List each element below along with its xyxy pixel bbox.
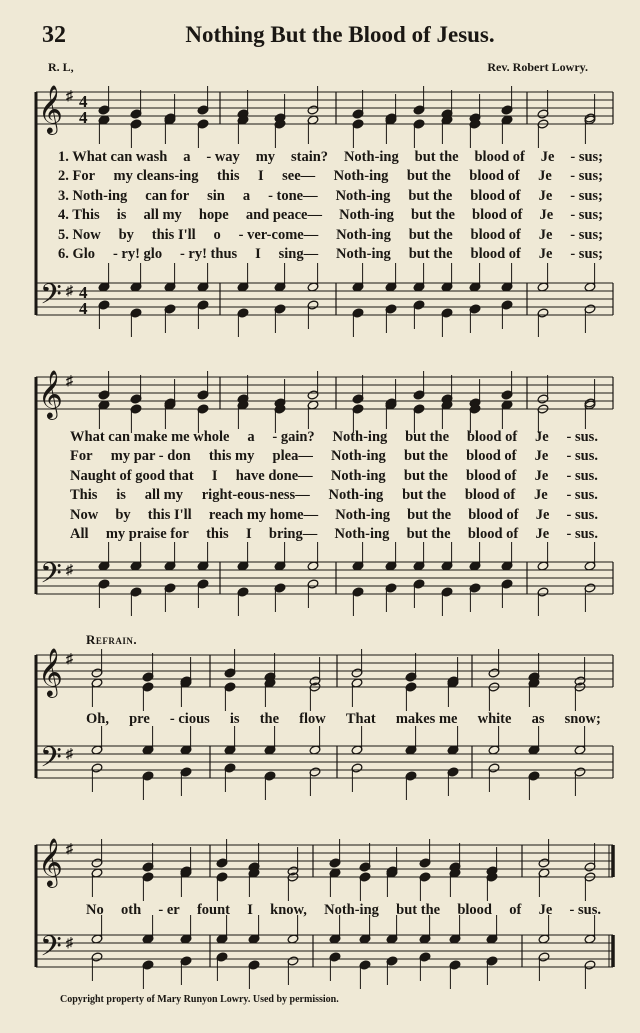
hymn-number: 32: [42, 22, 66, 48]
lyric-syllable: Je: [540, 149, 555, 165]
lyric-syllable: but the: [408, 187, 453, 204]
lyric-syllable: Je: [535, 506, 550, 523]
verse-line: [58, 187, 603, 206]
lyric-syllable: - sus;: [570, 187, 603, 204]
lyric-syllable: a: [247, 429, 255, 445]
lyric-syllable: hope: [198, 207, 229, 224]
lyric-syllable: Noth-ing: [336, 226, 391, 243]
lyric-syllable: blood of: [464, 487, 516, 504]
lyric-syllable: blood of: [468, 506, 519, 523]
lyric-syllable: - sus.: [566, 448, 598, 465]
lyric-syllable: bring—: [268, 526, 318, 543]
lyric-syllable: my cleans-ing: [113, 168, 199, 185]
lyric-syllable: 6. Glo: [58, 246, 96, 263]
verses-part-1: [58, 148, 603, 264]
sharp-sign: ♯: [66, 747, 73, 762]
lyric-syllable: blood of: [466, 448, 517, 465]
lyric-syllable: I: [255, 246, 261, 263]
lyric-syllable: sing—: [278, 246, 319, 263]
lyric-syllable: Noth-ing: [335, 506, 391, 523]
bass-clef: 𝄢: [40, 278, 62, 318]
lyric-syllable: No: [86, 902, 104, 918]
lyric-syllable: I: [211, 467, 218, 484]
lyric-syllable: Je: [534, 448, 549, 465]
lyric-syllable: Oh,: [86, 711, 109, 727]
lyric-syllable: Noth-ing: [328, 487, 384, 504]
lyric-syllable: this I'll: [151, 226, 196, 243]
lyric-syllable: - sus;: [570, 207, 603, 224]
lyric-syllable: but the: [396, 902, 441, 918]
lyric-syllable: - sus;: [570, 246, 603, 263]
lyric-syllable: This: [70, 487, 98, 504]
lyric-syllable: a: [183, 149, 191, 165]
lyric-syllable: fount: [196, 902, 231, 918]
sharp-sign: ♯: [66, 563, 73, 578]
lyricist-credit: R. L,: [48, 60, 74, 74]
lyric-syllable: - sus.: [566, 467, 598, 484]
lyric-syllable: but the: [408, 226, 453, 243]
lyric-syllable: is: [116, 487, 126, 504]
lyric-syllable: I: [245, 526, 252, 543]
lyric-syllable: but the: [411, 207, 455, 224]
lyric-syllable: - sus;: [570, 226, 603, 243]
verse-line: [58, 167, 603, 186]
time-signature: 4: [79, 92, 88, 111]
treble-clef: 𝄞: [38, 647, 63, 696]
lyric-syllable: see—: [282, 168, 316, 185]
lyric-syllable: - sus.: [566, 487, 598, 504]
lyric-syllable: as: [531, 711, 545, 727]
lyric-syllable: my praise for: [105, 526, 189, 543]
lyric-syllable: Naught of good that: [70, 467, 194, 484]
treble-clef: 𝄞: [38, 837, 63, 886]
lyric-syllable: Je: [538, 226, 553, 243]
lyric-syllable: - sus;: [570, 168, 603, 185]
lyric-syllable: blood of: [470, 226, 521, 243]
lyric-syllable: Noth-ing: [336, 246, 391, 263]
lyric-syllable: 1. What can wash: [58, 149, 168, 165]
lyric-syllable: my: [255, 149, 276, 165]
lyric-syllable: - sus.: [566, 506, 598, 523]
lyric-syllable: stain?: [290, 149, 329, 165]
lyric-syllable: is: [116, 207, 127, 224]
lyric-syllable: - ry! thus: [179, 246, 238, 263]
bass-clef: 𝄢: [40, 930, 62, 970]
lyric-syllable: I: [247, 902, 253, 918]
refrain-line-2: [86, 902, 601, 919]
time-signature: 4: [79, 108, 88, 127]
sharp-sign: ♯: [66, 652, 73, 667]
lyric-syllable: Je: [535, 429, 549, 445]
lyric-syllable: - way: [206, 149, 240, 165]
lyric-syllable: Je: [538, 902, 553, 918]
lyric-syllable: this I'll: [147, 506, 192, 523]
hymn-title: Nothing But the Blood of Jesus.: [185, 22, 495, 47]
treble-clef: 𝄞: [38, 369, 63, 418]
lyric-syllable: blood of: [470, 246, 521, 263]
verse-line: [70, 525, 598, 544]
lyric-syllable: white: [477, 711, 512, 727]
sharp-sign: ♯: [66, 842, 73, 857]
lyric-syllable: blood of: [467, 526, 519, 543]
bass-clef: 𝄢: [40, 557, 62, 597]
copyright-notice: Copyright property of Mary Runyon Lowry. Used by permission.: [60, 994, 339, 1005]
lyric-syllable: - sus.: [566, 526, 598, 543]
lyric-syllable: Noth-ing: [324, 902, 379, 918]
lyric-syllable: Je: [533, 487, 548, 504]
sharp-sign: ♯: [66, 89, 73, 104]
lyric-syllable: Noth-ing: [330, 467, 386, 484]
lyric-syllable: reach my home—: [208, 506, 319, 523]
time-signature: 4: [79, 283, 88, 302]
lyric-syllable: - sus.: [569, 902, 601, 918]
lyric-syllable: That: [345, 711, 376, 727]
lyric-syllable: Noth-ing: [331, 448, 386, 465]
verse-line: [58, 226, 603, 245]
lyric-syllable: and peace—: [245, 207, 322, 224]
lyric-syllable: Noth-ing: [343, 149, 399, 165]
lyric-syllable: Je: [538, 246, 553, 263]
verses-part-2: [70, 428, 598, 544]
lyric-syllable: is: [229, 711, 240, 727]
lyric-syllable: All: [70, 526, 89, 543]
composer-credit: Rev. Robert Lowry.: [487, 60, 588, 74]
lyric-syllable: 2. For: [58, 168, 96, 185]
lyric-syllable: Now: [70, 506, 99, 523]
lyric-syllable: Noth-ing: [335, 187, 391, 204]
lyric-syllable: blood of: [474, 149, 525, 165]
lyric-syllable: this: [206, 526, 229, 543]
lyric-syllable: 3. Noth-ing: [58, 187, 128, 204]
verse-line: [70, 428, 598, 447]
lyric-syllable: - sus;: [570, 149, 603, 165]
lyric-syllable: this my: [208, 448, 255, 465]
sharp-sign: ♯: [66, 936, 73, 951]
lyric-syllable: but the: [402, 487, 447, 504]
lyric-syllable: - tone—: [268, 187, 318, 204]
lyric-syllable: 5. Now: [58, 226, 101, 243]
lyric-syllable: pre: [129, 711, 150, 727]
lyric-syllable: Je: [538, 187, 553, 204]
lyric-syllable: but the: [407, 506, 452, 523]
lyric-syllable: the: [259, 711, 280, 727]
lyric-syllable: know,: [270, 902, 307, 918]
lyric-syllable: all my: [144, 487, 183, 504]
verse-line: [70, 486, 598, 505]
lyric-syllable: 4. This: [58, 207, 100, 224]
lyric-syllable: Noth-ing: [334, 526, 390, 543]
lyric-syllable: all my: [143, 207, 182, 224]
lyric-syllable: oth: [120, 902, 142, 918]
verse-line: [70, 506, 598, 525]
lyric-syllable: Noth-ing: [332, 429, 388, 445]
lyric-syllable: but the: [406, 526, 451, 543]
lyric-syllable: can for: [145, 187, 190, 204]
verse-line: [58, 148, 603, 167]
lyric-syllable: but the: [406, 168, 451, 185]
lyric-syllable: sin: [207, 187, 225, 204]
lyric-syllable: - cious: [169, 711, 210, 727]
lyric-syllable: of: [509, 902, 522, 918]
lyric-syllable: blood of: [466, 467, 517, 484]
lyric-syllable: but the: [405, 429, 450, 445]
refrain-label: Refrain.: [86, 632, 138, 647]
lyric-syllable: - ver-come—: [238, 226, 319, 243]
lyric-syllable: makes me: [395, 711, 458, 727]
lyric-syllable: blood: [457, 902, 492, 918]
verse-line: [70, 447, 598, 466]
lyric-syllable: blood of: [472, 207, 523, 224]
lyric-syllable: blood of: [466, 429, 518, 445]
lyric-syllable: this: [216, 168, 240, 185]
treble-clef: 𝄞: [38, 84, 63, 133]
lyric-syllable: Je: [535, 526, 550, 543]
lyric-syllable: What can make me whole: [70, 429, 230, 445]
lyric-syllable: but the: [403, 467, 448, 484]
lyric-syllable: but the: [404, 448, 448, 465]
verse-line: [58, 206, 603, 225]
lyric-syllable: right-eous-ness—: [201, 487, 310, 504]
lyric-syllable: a: [242, 187, 251, 204]
lyric-syllable: - ry! glo: [112, 246, 163, 263]
sharp-sign: ♯: [66, 284, 73, 299]
lyric-syllable: blood of: [470, 187, 521, 204]
lyric-syllable: plea—: [272, 448, 313, 465]
lyric-syllable: snow;: [564, 711, 601, 727]
lyric-syllable: Noth-ing: [339, 207, 394, 224]
lyric-syllable: by: [118, 226, 134, 243]
lyric-syllable: - er: [158, 902, 180, 918]
lyric-syllable: Noth-ing: [333, 168, 389, 185]
lyric-syllable: my par - don: [110, 448, 191, 465]
lyric-syllable: by: [115, 506, 131, 523]
verse-line: [58, 245, 603, 264]
lyric-syllable: have done—: [235, 467, 313, 484]
lyric-syllable: - sus.: [566, 429, 598, 445]
time-signature: 4: [79, 299, 88, 318]
lyric-syllable: but the: [414, 149, 459, 165]
verse-line: [70, 467, 598, 486]
lyric-syllable: For: [70, 448, 93, 465]
lyric-syllable: Je: [538, 168, 552, 185]
lyric-syllable: blood of: [469, 168, 520, 185]
lyric-syllable: o: [213, 226, 221, 243]
lyric-syllable: Je: [539, 207, 554, 224]
sharp-sign: ♯: [66, 374, 73, 389]
lyric-syllable: Je: [534, 467, 549, 484]
bass-clef: 𝄢: [40, 741, 62, 781]
lyric-syllable: but the: [408, 246, 453, 263]
lyric-syllable: - gain?: [272, 429, 315, 445]
lyric-syllable: I: [258, 168, 264, 185]
refrain-line-1: [86, 711, 601, 728]
lyric-syllable: flow: [299, 711, 326, 727]
